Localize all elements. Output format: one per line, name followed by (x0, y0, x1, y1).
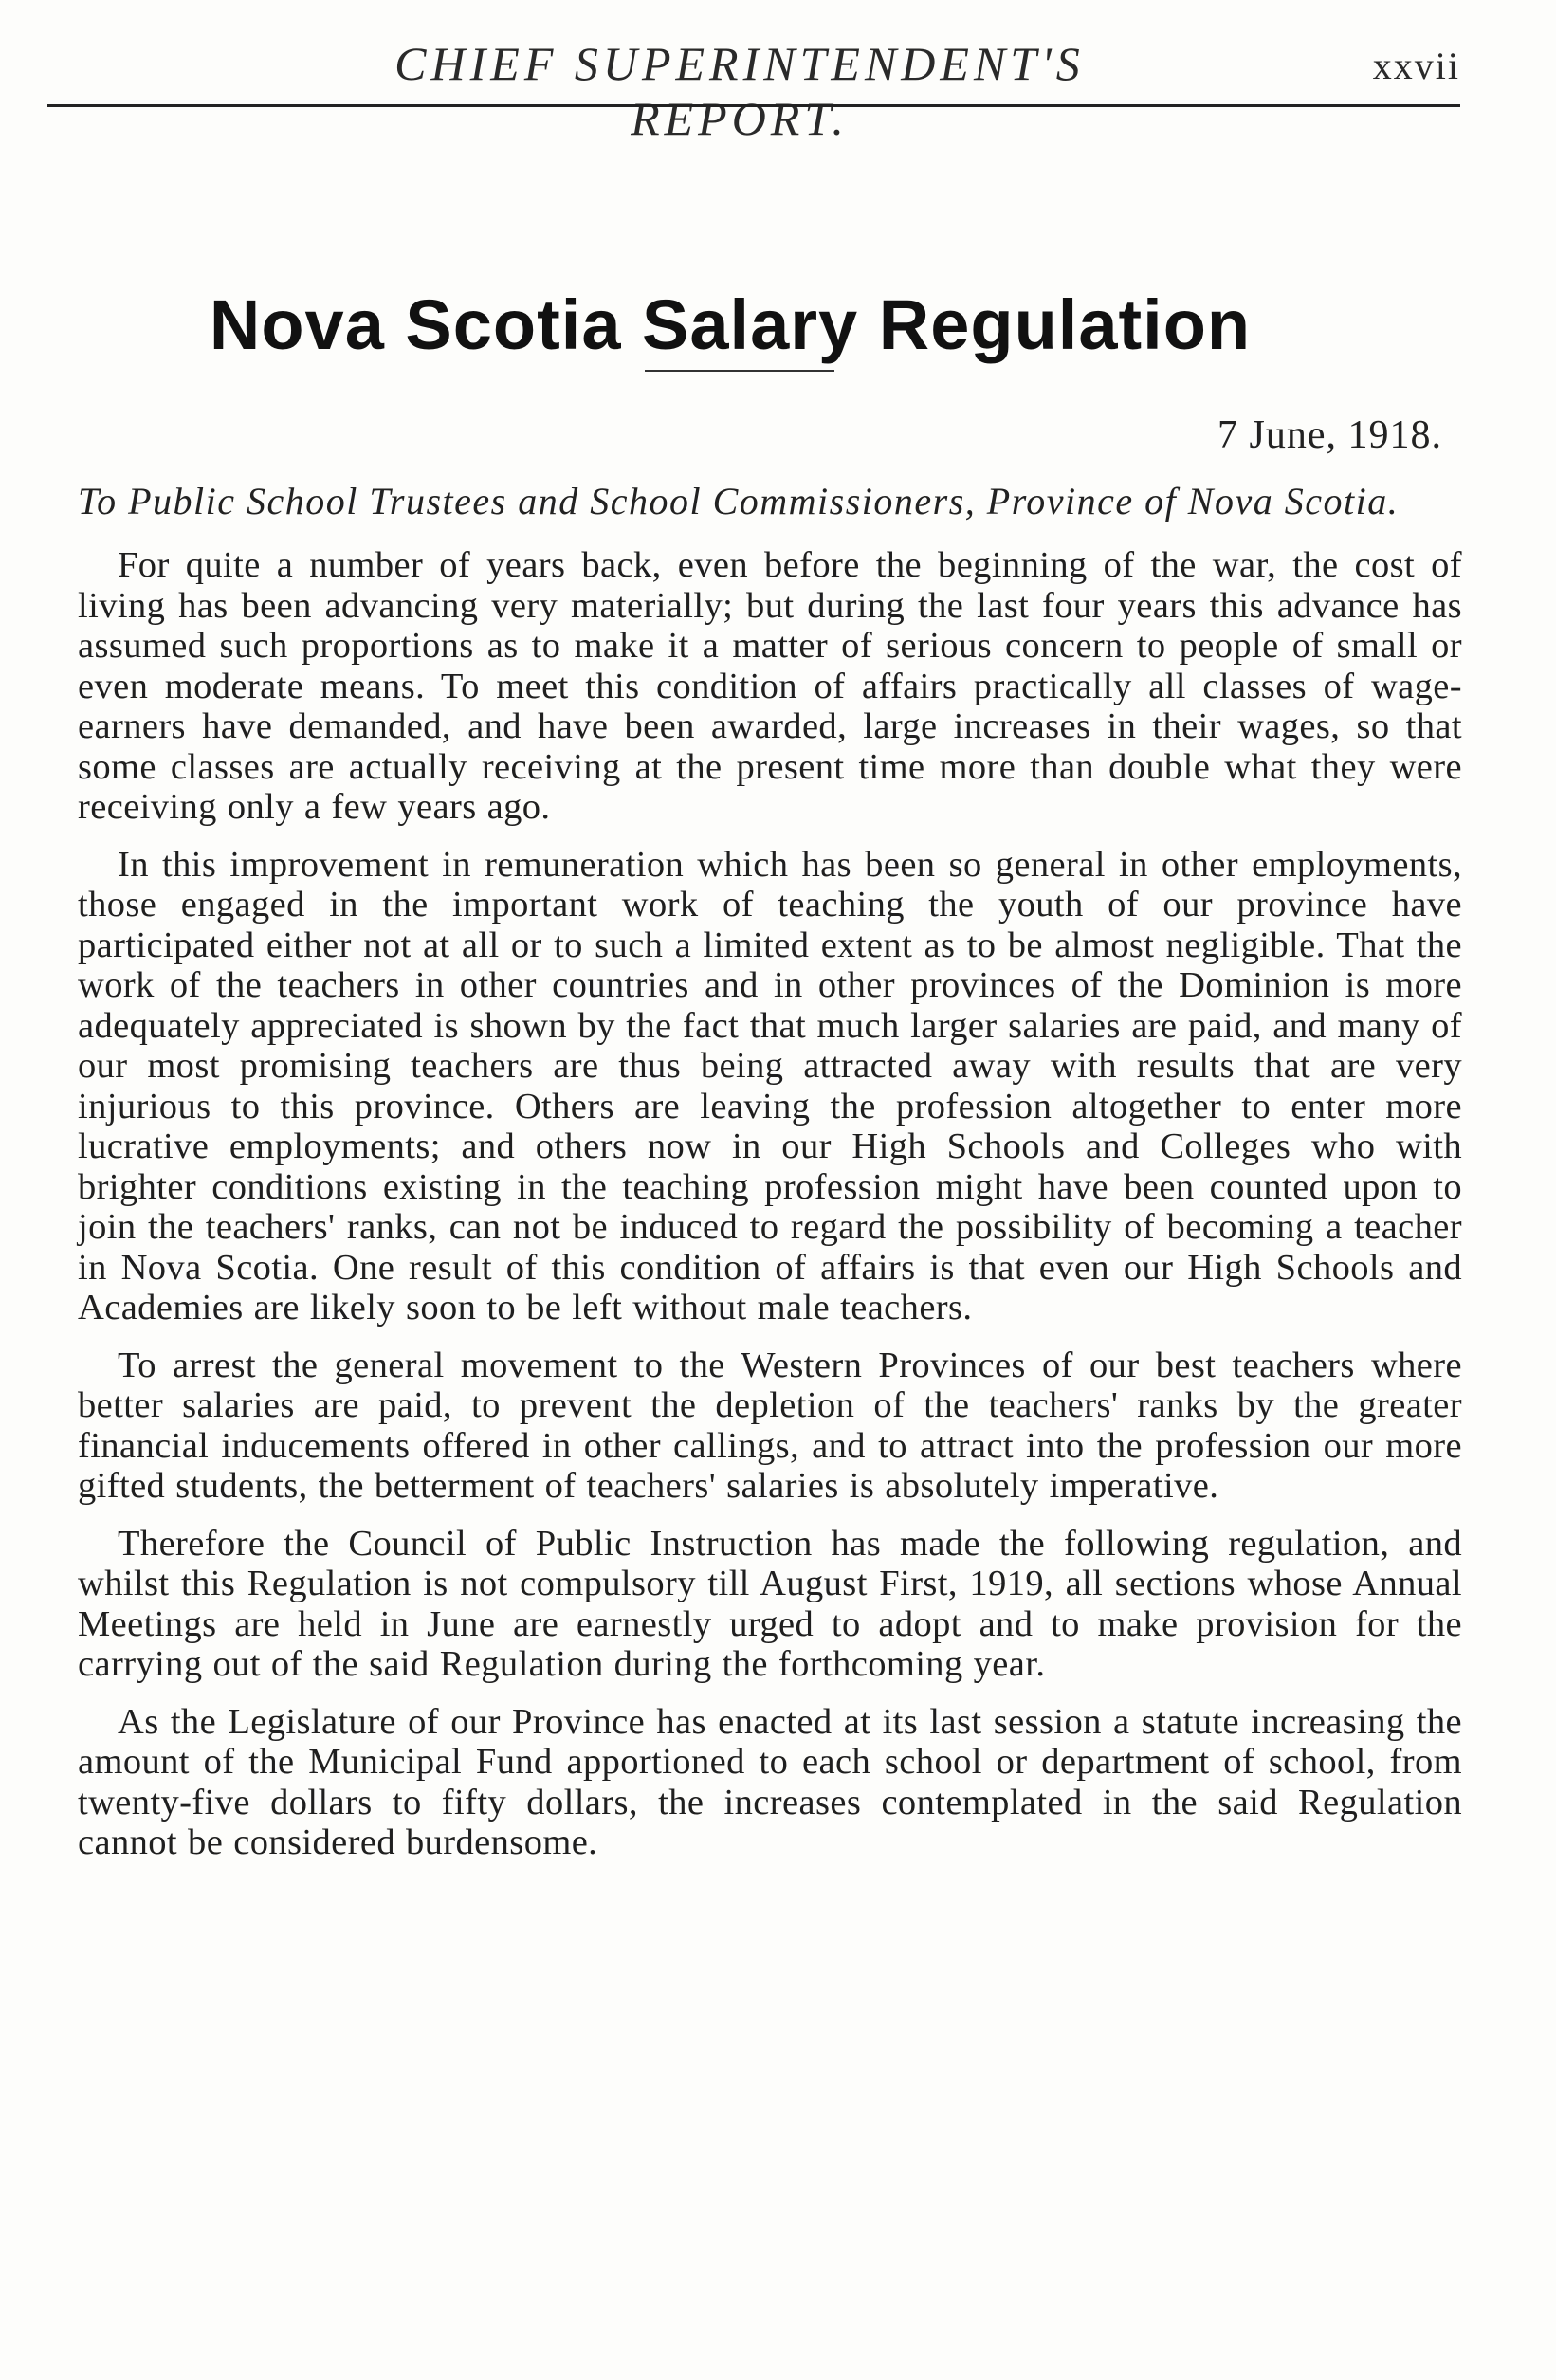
header-rule (47, 104, 1460, 107)
title-divider (645, 370, 834, 372)
running-head-title: CHIEF SUPERINTENDENT'S REPORT. (394, 37, 1085, 145)
page-title: Nova Scotia Salary Regulation (209, 284, 1252, 364)
paragraph: In this improvement in remuneration which has been so general in other employments, those engaged in the important work of teaching the youth of our province have participated either not at all or to such a limited extent as to be almost negligible. That the work of the teachers in other countries and in other provinces of the Dominion is more adequately appreciated is shown by the fact that much larger salaries are paid, and many of our most promising teachers are thus being attracted away with results that are very injurious to this province. Others are leaving the profession altogether to enter more lucrative employments; and others now in our High Schools and Colleges who with brighter conditions existing in the teaching profession might have been counted upon to join the teachers' ranks, can not be induced to regard the possibility of becoming a teacher in Nova Scotia. One result of this condition of affairs is that even our High Schools and Academies are likely soon to be left without male teachers. (78, 844, 1462, 1327)
page-number: xxvii (1372, 45, 1460, 87)
paragraph: As the Legislature of our Province has enacted at its last session a statute increasing the amount of the Municipal Fund apportioned to each school or department of school, from twenty-five dollars to fifty dollars, the increases contemplated in the said Regulation cannot be considered burdensome. (78, 1701, 1462, 1862)
dateline: 7 June, 1918. (1217, 413, 1442, 457)
salutation: To Public School Trustees and School Commissioners, Province of Nova Scotia. (78, 480, 1400, 522)
paragraph: To arrest the general movement to the Western Provinces of our best teachers where better salaries are paid, to prevent the depletion of the teachers' ranks by the greater financial inducements offered in other callings, and to attract into the profession our more gifted students, the betterment of teachers' salaries is absolutely imperative. (78, 1345, 1462, 1506)
paragraph: For quite a number of years back, even before the beginning of the war, the cost of living has been advancing very materially; but during the last four years this advance has assumed such proportions as to make it a matter of serious concern to people of small or even moderate means. To meet this condition of affairs practically all classes of wage-earners have demanded, and have been awarded, large increases in their wages, so that some classes are actually receiving at the present time more than double what they were receiving only a few years ago. (78, 545, 1462, 827)
body-text (78, 545, 1462, 1880)
paragraph: Therefore the Council of Public Instruction has made the following regulation, and whilst this Regulation is not compulsory till August First, 1919, all sections whose Annual Meetings are held in June are earnestly urged to adopt and to make provision for the carrying out of the said Regulation during the forthcoming year. (78, 1523, 1462, 1684)
running-head (47, 36, 1460, 145)
